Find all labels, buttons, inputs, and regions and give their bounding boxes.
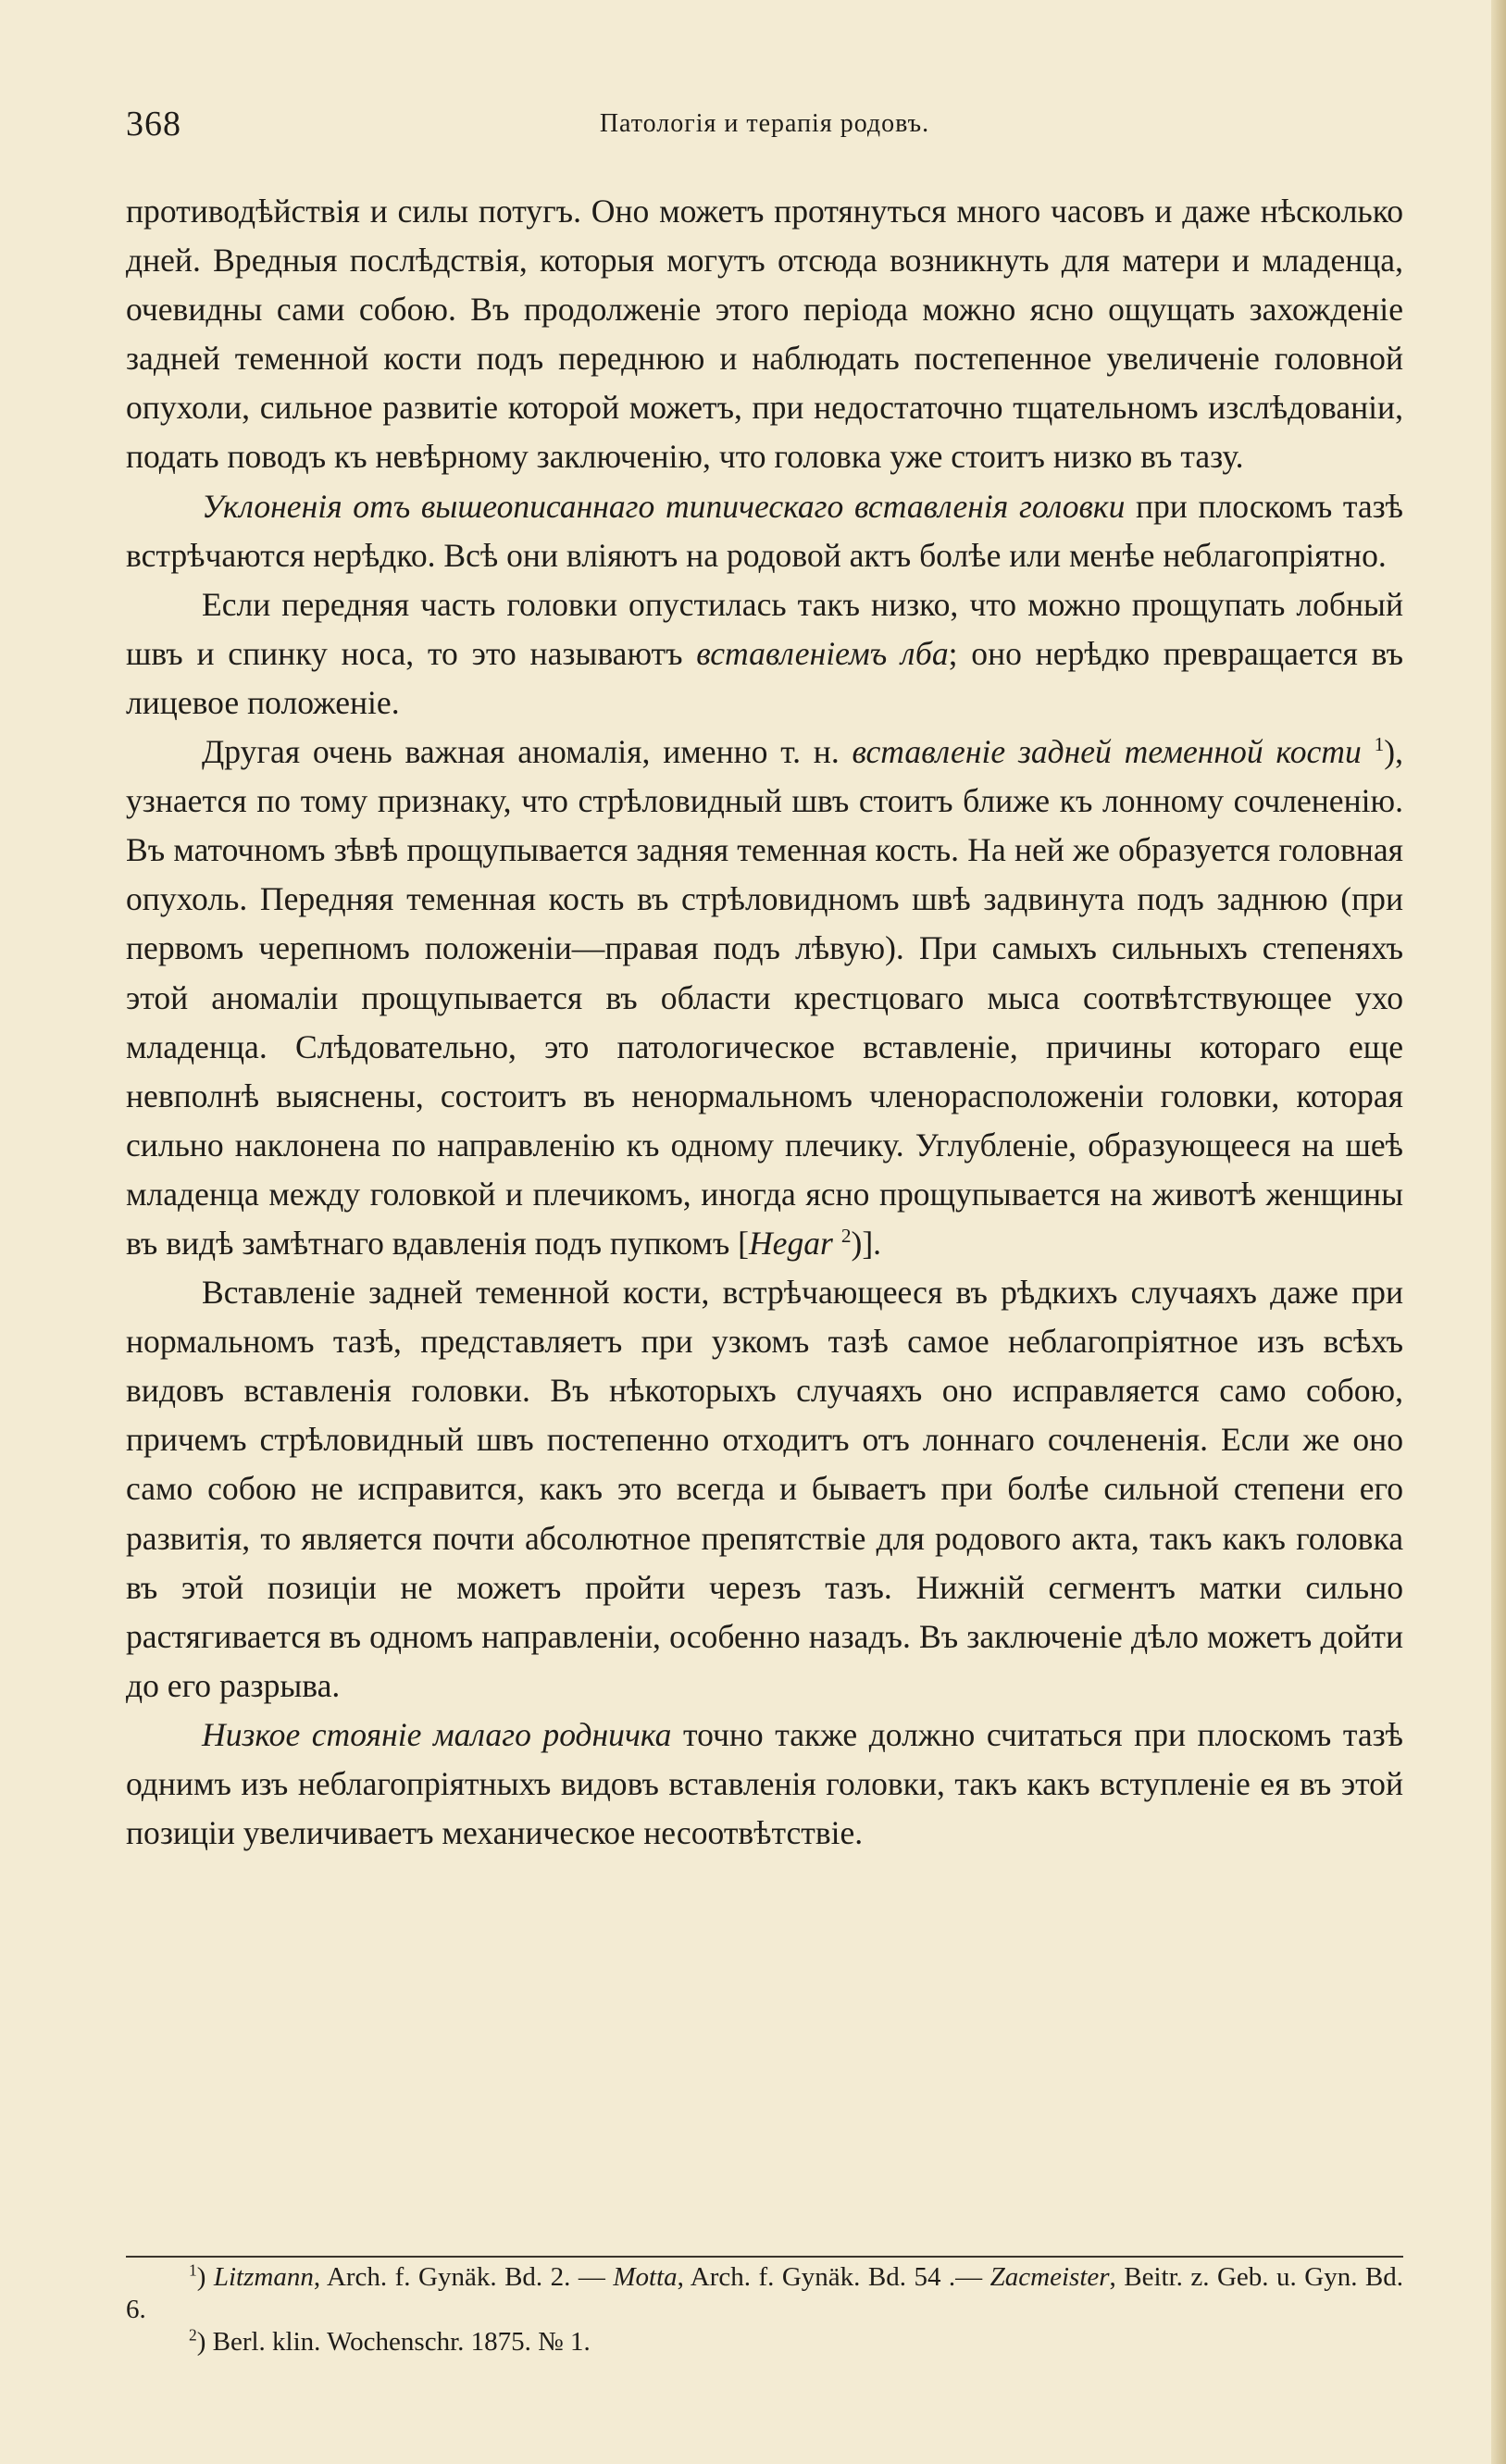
footnote-ref: 1 bbox=[1374, 733, 1385, 756]
paragraph-1 bbox=[126, 187, 1403, 482]
footnote-ref: 1 bbox=[189, 2260, 197, 2280]
footnote-2 bbox=[126, 2326, 1403, 2358]
italic-text: вставленіе задней теменной кости bbox=[852, 733, 1362, 771]
footnotes bbox=[126, 2261, 1403, 2358]
italic-text: вставленіемъ лба bbox=[696, 634, 949, 672]
paragraph-5 bbox=[126, 1268, 1403, 1711]
italic-text: Litzmann bbox=[213, 2262, 314, 2292]
paragraph-4 bbox=[126, 728, 1403, 1268]
italic-text: Низкое стояніе малаго родничка bbox=[202, 1715, 672, 1753]
running-title: Патологія и терапія родовъ. bbox=[599, 109, 930, 138]
text-run: ) bbox=[196, 2262, 214, 2292]
text-run: ; оно нерѣдко превращается въ лицевое положеніе. bbox=[126, 634, 1403, 721]
footnote-ref: 2 bbox=[840, 1225, 852, 1248]
text-run: ) Berl. klin. Wochenschr. 1875. № 1. bbox=[196, 2327, 591, 2357]
paragraph-2 bbox=[126, 482, 1403, 580]
text-run: Вставленіе задней теменной кости, встрѣчающееся въ рѣдкихъ случаяхъ даже при нормальномъ тазѣ, представляетъ при узкомъ тазѣ самое неблагопріятное изъ всѣхъ видовъ вставленія головки. Въ нѣкоторыхъ случаяхъ оно исправляется само собою, причемъ стрѣловидный швъ постепенно отходитъ отъ лоннаго сочлененія. Если же оно само собою не исправится, какъ это всегда и бываетъ при болѣе сильной степени его развитія, то является почти абсолютное препятствіе для родового акта, такъ какъ головка въ этой позиціи не можетъ пройти черезъ тазъ. Нижній сегментъ матки сильно растягивается въ одномъ направленіи, особенно назадъ. Въ заключеніе дѣло можетъ дойти до его разрыва. bbox=[126, 1274, 1403, 1704]
text-run: , Arch. f. Gynäk. Bd. 2. — bbox=[313, 2262, 614, 2292]
text-run: Если передняя часть головки опустилась такъ низко, что можно прощупать лобный швъ и спинку носа, то это называютъ bbox=[126, 585, 1403, 672]
footnote-ref: 2 bbox=[189, 2325, 197, 2345]
text-run: противодѣйствія и силы потугъ. Оно можетъ протянуться много часовъ и даже нѣсколько дней. Вредныя послѣдствія, которыя могутъ отсюда возникнуть для матери и младенца, очевидны сами собою. Въ продолженіе этого періода можно ясно ощущать захожденіе задней теменной кости подъ переднюю и наблюдать постепенное увеличеніе головной опухоли, сильное развитіе которой можетъ, при недостаточно тщательномъ изслѣдованіи, подать поводъ къ невѣрному заключенію, что головка уже стоитъ низко въ тазу. bbox=[126, 193, 1403, 476]
text-run: при плоскомъ тазѣ встрѣчаются нерѣдко. Всѣ они вліяютъ на родовой актъ болѣе или менѣе неблагопріятно. bbox=[126, 487, 1403, 574]
italic-text: Уклоненія отъ вышеописаннаго типическаго вставленія головки bbox=[202, 487, 1126, 525]
italic-text: Zacmeister bbox=[989, 2262, 1110, 2292]
footnote-1 bbox=[126, 2261, 1403, 2326]
text-run: )]. bbox=[851, 1224, 882, 1262]
text-run: , Beitr. z. Geb. u. Gyn. Bd. 6. bbox=[126, 2262, 1404, 2324]
text-run: , Arch. f. Gynäk. Bd. 54 .— bbox=[677, 2262, 990, 2292]
text-run: ), узнается по тому признаку, что стрѣловидный швъ стоитъ ближе къ лонному сочлененію. Въ маточномъ зѣвѣ прощупывается задняя теменная кость. На ней же образуется головная опухоль. Передняя теменная кость въ стрѣловидномъ швѣ задвинута подъ заднюю (при первомъ черепномъ положеніи—правая подъ лѣвую). При самыхъ сильныхъ степеняхъ этой аномаліи прощупывается въ области крестцоваго мыса соотвѣтствующее ухо младенца. Слѣдовательно, это патологическое вставленіе, причины котораго еще невполнѣ выяснены, состоитъ въ ненормальномъ членорасположеніи головки, которая сильно наклонена по направленію къ одному плечику. Углубленіе, образующееся на шеѣ младенца между головкой и плечикомъ, иногда ясно прощупывается на животѣ женщины въ видѣ замѣтнаго вдавленія подъ пупкомъ [ bbox=[126, 733, 1403, 1262]
page-number: 368 bbox=[126, 105, 181, 143]
paragraph-6 bbox=[126, 1711, 1403, 1858]
footnote-rule bbox=[126, 2256, 1403, 2258]
italic-text: Motta bbox=[613, 2262, 678, 2292]
italic-text: Hegar bbox=[748, 1224, 833, 1262]
text-run bbox=[833, 1225, 841, 1262]
text-run: точно также должно считаться при плоскомъ тазѣ однимъ изъ неблагопріятныхъ видовъ вставленія головки, такъ какъ вступленіе ея въ этой позиціи увеличиваетъ механическое несоотвѣтствіе. bbox=[126, 1715, 1403, 1852]
text-run: Другая очень важная аномалія, именно т. н. bbox=[202, 733, 853, 771]
body-text bbox=[126, 187, 1403, 1858]
paragraph-3 bbox=[126, 580, 1403, 728]
page-edge-shadow bbox=[1491, 0, 1506, 2464]
text-run bbox=[1362, 733, 1375, 770]
page-header bbox=[126, 100, 1403, 156]
